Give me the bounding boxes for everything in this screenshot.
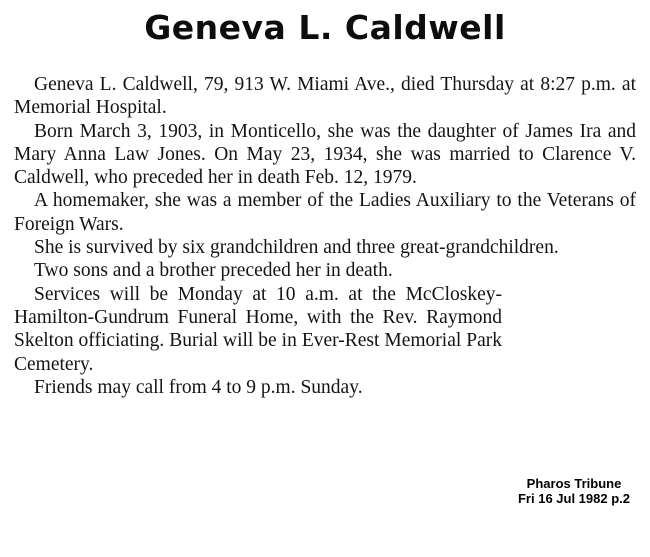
source-credit bbox=[504, 476, 644, 506]
paragraph-death-notice: Geneva L. Caldwell, 79, 913 W. Miami Ave., died Thursday at 8:27 p.m. at Memorial Hospital. bbox=[14, 74, 636, 119]
credit-newspaper: Pharos Tribune bbox=[526, 476, 622, 491]
paragraph-birth-marriage: Born March 3, 1903, in Monticello, she was the daughter of James Ira and Mary Anna Law Jones. On May 23, 1934, she was married to Clarence V. Caldwell, who preceded her in death Feb. 12, 1979. bbox=[14, 120, 636, 189]
credit-date: Fri 16 Jul 1982 p.2 bbox=[517, 491, 630, 506]
obituary-body bbox=[14, 73, 636, 399]
obituary-headline: Geneva L. Caldwell bbox=[144, 8, 506, 47]
paragraph-survivors: She is survived by six grandchildren and three great-grandchildren. bbox=[34, 237, 559, 259]
paragraph-membership: A homemaker, she was a member of the Ladies Auxiliary to the Veterans of Foreign Wars. bbox=[14, 190, 636, 235]
paragraph-visitation: Friends may call from 4 to 9 p.m. Sunday. bbox=[34, 376, 363, 398]
paragraph-services: Services will be Monday at 10 a.m. at the McCloskey-Hamilton-Gundrum Funeral Home, with the Rev. Raymond Skelton officiating. Burial will be in Ever-Rest Memorial Park Cemetery. bbox=[14, 283, 502, 375]
paragraph-preceded: Two sons and a brother preceded her in death. bbox=[34, 260, 393, 282]
